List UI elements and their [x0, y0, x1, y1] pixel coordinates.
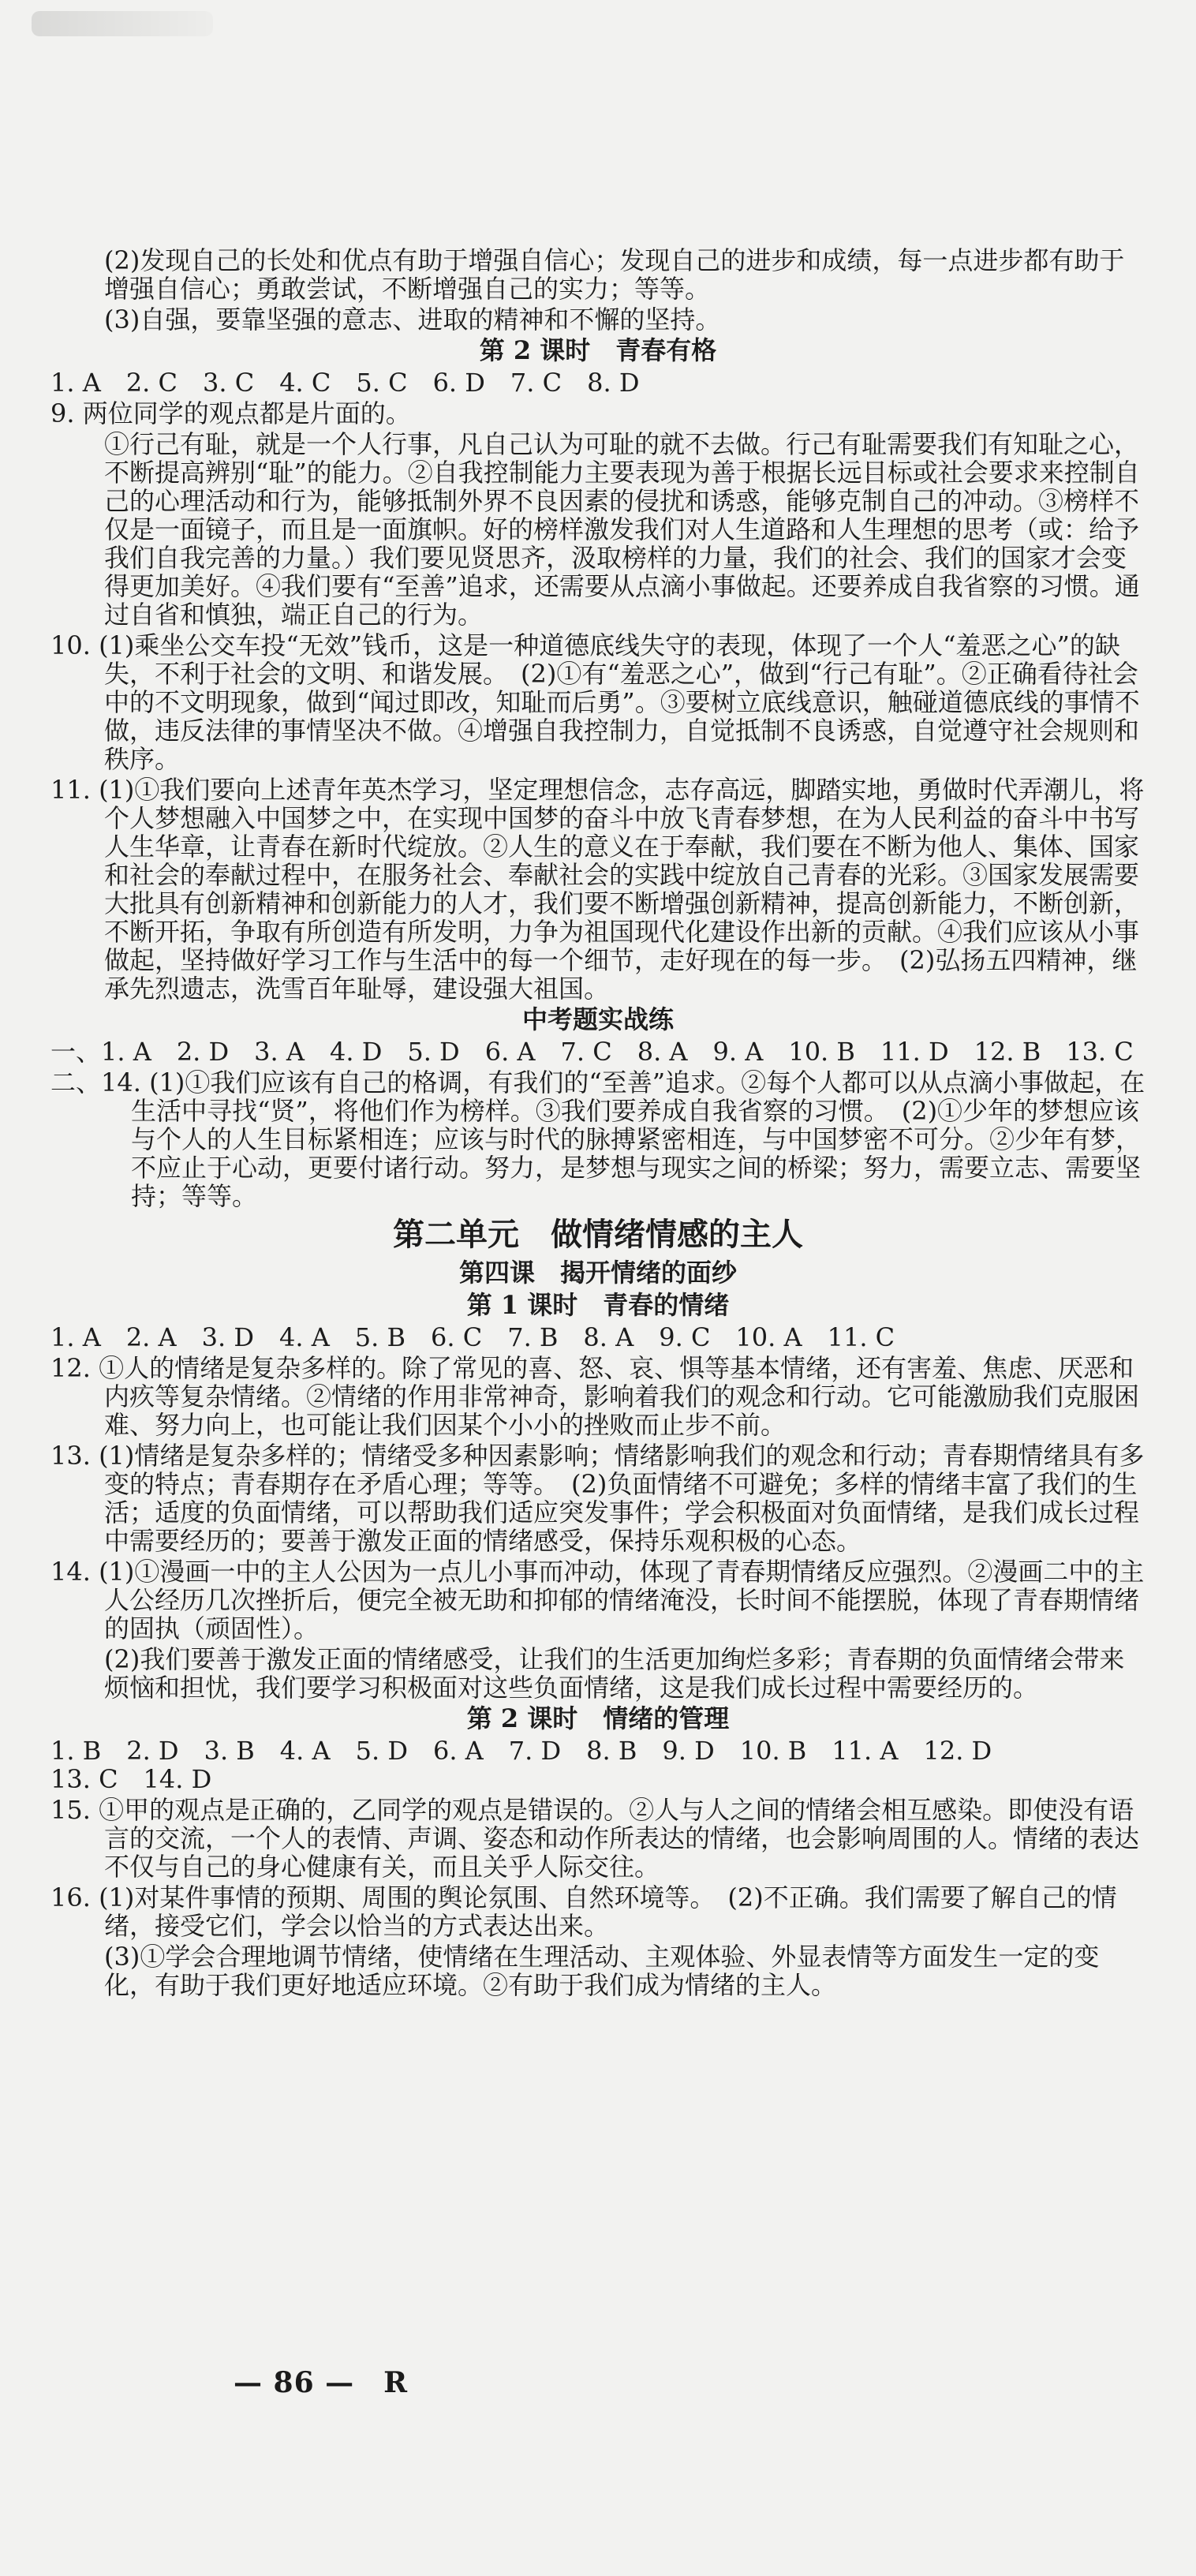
choice-answers: 1. A 2. A 3. D 4. A 5. B 6. C 7. B 8. A 9. C 10. A 11. C: [50, 1322, 895, 1352]
choice-answers: 1. B 2. D 3. B 4. A 5. D 6. A 7. D 8. B 9. D 10. B 11. A 12. D 13. C 14. D: [50, 1736, 992, 1794]
section-heading: 第四课 揭开情绪的面纱: [458, 1258, 737, 1288]
section-heading: 第 2 课时 青春有格: [479, 335, 717, 365]
answer-paragraph: 14. (1)①漫画一中的主人公因为一点儿小事而冲动，体现了青春期情绪反应强烈。②漫画二中的主人公经历几次挫折后，便完全被无助和抑郁的情绪淹没，长时间不能摆脱，体现了青春期情绪的固执（顽固性）。: [50, 1557, 1145, 1643]
unit-title: 第二单元 做情绪情感的主人: [393, 1216, 803, 1253]
choice-answers: 1. A 2. C 3. C 4. C 5. C 6. D 7. C 8. D: [50, 368, 640, 398]
answer-paragraph: (2)发现自己的长处和优点有助于增强自信心；发现自己的进步和成绩，每一点进步都有助于增强自信心；勇敢尝试，不断增强自己的实力；等等。: [104, 245, 1125, 304]
section-heading: 中考题实战练: [521, 1004, 674, 1034]
answer-paragraph: 15. ①甲的观点是正确的，乙同学的观点是错误的。②人与人之间的情绪会相互感染。即使没有语言的交流，一个人的表情、声调、姿态和动作所表达的情绪，也会影响周围的人。情绪的表达不仅与自己的身心健康有关，而且关乎人际交往。: [50, 1795, 1140, 1882]
answer-paragraph: 12. ①人的情绪是复杂多样的。除了常见的喜、怒、哀、惧等基本情绪，还有害羞、焦虑、厌恶和内疚等复杂情绪。②情绪的作用非常神奇，影响着我们的观念和行动。它可能激励我们克服困难、努力向上，也可能让我们因某个小小的挫败而止步不前。: [50, 1353, 1140, 1440]
answer-paragraph: (3)自强，要靠坚强的意志、进取的精神和不懈的坚持。: [104, 305, 721, 335]
section-heading: 第 2 课时 情绪的管理: [466, 1703, 730, 1733]
answer-content: [50, 246, 1146, 2002]
page-number: — 86 — R: [234, 2366, 409, 2399]
answer-paragraph: 11. (1)①我们要向上述青年英杰学习，坚定理想信念，志存高远，脚踏实地，勇做时代弄潮儿，将个人梦想融入中国梦之中，在实现中国梦的奋斗中放飞青春梦想，在为人民利益的奋斗中书写人生华章，让青春在新时代绽放。②人生的意义在于奉献，我们要在不断为他人、集体、国家和社会的奉献过程中，在服务社会、奉献社会的实践中绽放自己青春的光彩。③国家发展需要大批具有创新精神和创新能力的人才，我们要不断增强创新精神，提高创新能力，不断创新，不断开拓，争取有所创造有所发明，力争为祖国现代化建设作出新的贡献。④我们应该从小事做起，坚持做好学习工作与生活中的每一个细节，走好现在的每一步。 (2)弘扬五四精神，继承先烈遗志，洗雪百年耻辱，建设强大祖国。: [50, 775, 1145, 1004]
answer-paragraph: (3)①学会合理地调节情绪，使情绪在生理活动、主观体验、外显表情等方面发生一定的变化，有助于我们更好地适应环境。②有助于我们成为情绪的主人。: [104, 1942, 1100, 2000]
scan-artifact: [32, 11, 213, 36]
answer-paragraph: 9. 两位同学的观点都是片面的。: [50, 398, 411, 428]
answer-paragraph: 13. (1)情绪是复杂多样的；情绪受多种因素影响；情绪影响我们的观念和行动；青春期情绪具有多变的特点；青春期存在矛盾心理；等等。 (2)负面情绪不可避免；多样的情绪丰富了我们的生活；适度的负面情绪，可以帮助我们适应突发事件；学会积极面对负面情绪，是我们成长过程中需要经历的；要善于激发正面的情绪感受，保持乐观积极的心态。: [50, 1441, 1145, 1556]
section-heading: 第 1 课时 青春的情绪: [466, 1290, 730, 1320]
answer-paragraph: 16. (1)对某件事情的预期、周围的舆论氛围、自然环境等。 (2)不正确。我们需要了解自己的情绪，接受它们，学会以恰当的方式表达出来。: [50, 1882, 1117, 1941]
answer-paragraph: ①行己有耻，就是一个人行事，凡自己认为可耻的就不去做。行己有耻需要我们有知耻之心，不断提高辨别“耻”的能力。②自我控制能力主要表现为善于根据长远目标或社会要求来控制自己的心理活动和行为，能够抵制外界不良因素的侵扰和诱惑，能够克制自己的冲动。③榜样不仅是一面镜子，而且是一面旗帜。好的榜样激发我们对人生道路和人生理想的思考（或：给予我们自我完善的力量。）我们要见贤思齐，汲取榜样的力量，我们的社会、我们的国家才会变得更加美好。④我们要有“至善”追求，还需要从点滴小事做起。还要养成自我省察的习惯。通过自省和慎独，端正自己的行为。: [104, 429, 1140, 630]
answer-paragraph: 10. (1)乘坐公交车投“无效”钱币，这是一种道德底线失守的表现，体现了一个人“羞恶之心”的缺失，不利于社会的文明、和谐发展。 (2)①有“羞恶之心”，做到“行己有耻”。②正确看待社会中的不文明现象，做到“闻过即改，知耻而后勇”。③要树立底线意识，触碰道德底线的事情不做，违反法律的事情坚决不做。④增强自我控制力，自觉抵制不良诱惑，自觉遵守社会规则和秩序。: [50, 630, 1140, 774]
answer-paragraph: (2)我们要善于激发正面的情绪感受，让我们的生活更加绚烂多彩；青春期的负面情绪会带来烦恼和担忧，我们要学习积极面对这些负面情绪，这是我们成长过程中需要经历的。: [104, 1644, 1125, 1703]
answer-paragraph: 二、14. (1)①我们应该有自己的格调，有我们的“至善”追求。②每个人都可以从点滴小事做起，在生活中寻找“贤”，将他们作为榜样。③我们要养成自我省察的习惯。 (2)①少年的梦想应该与个人的人生目标紧相连；应该与时代的脉搏紧密相连，与中国梦密不可分。②少年有梦，不应止于心动，更要付诸行动。努力，是梦想与现实之间的桥梁；努力，需要立志、需要坚持；等等。: [50, 1067, 1146, 1211]
answer-paragraph: 一、1. A 2. D 3. A 4. D 5. D 6. A 7. C 8. A 9. A 10. B 11. D 12. B 13. C: [50, 1037, 1134, 1067]
